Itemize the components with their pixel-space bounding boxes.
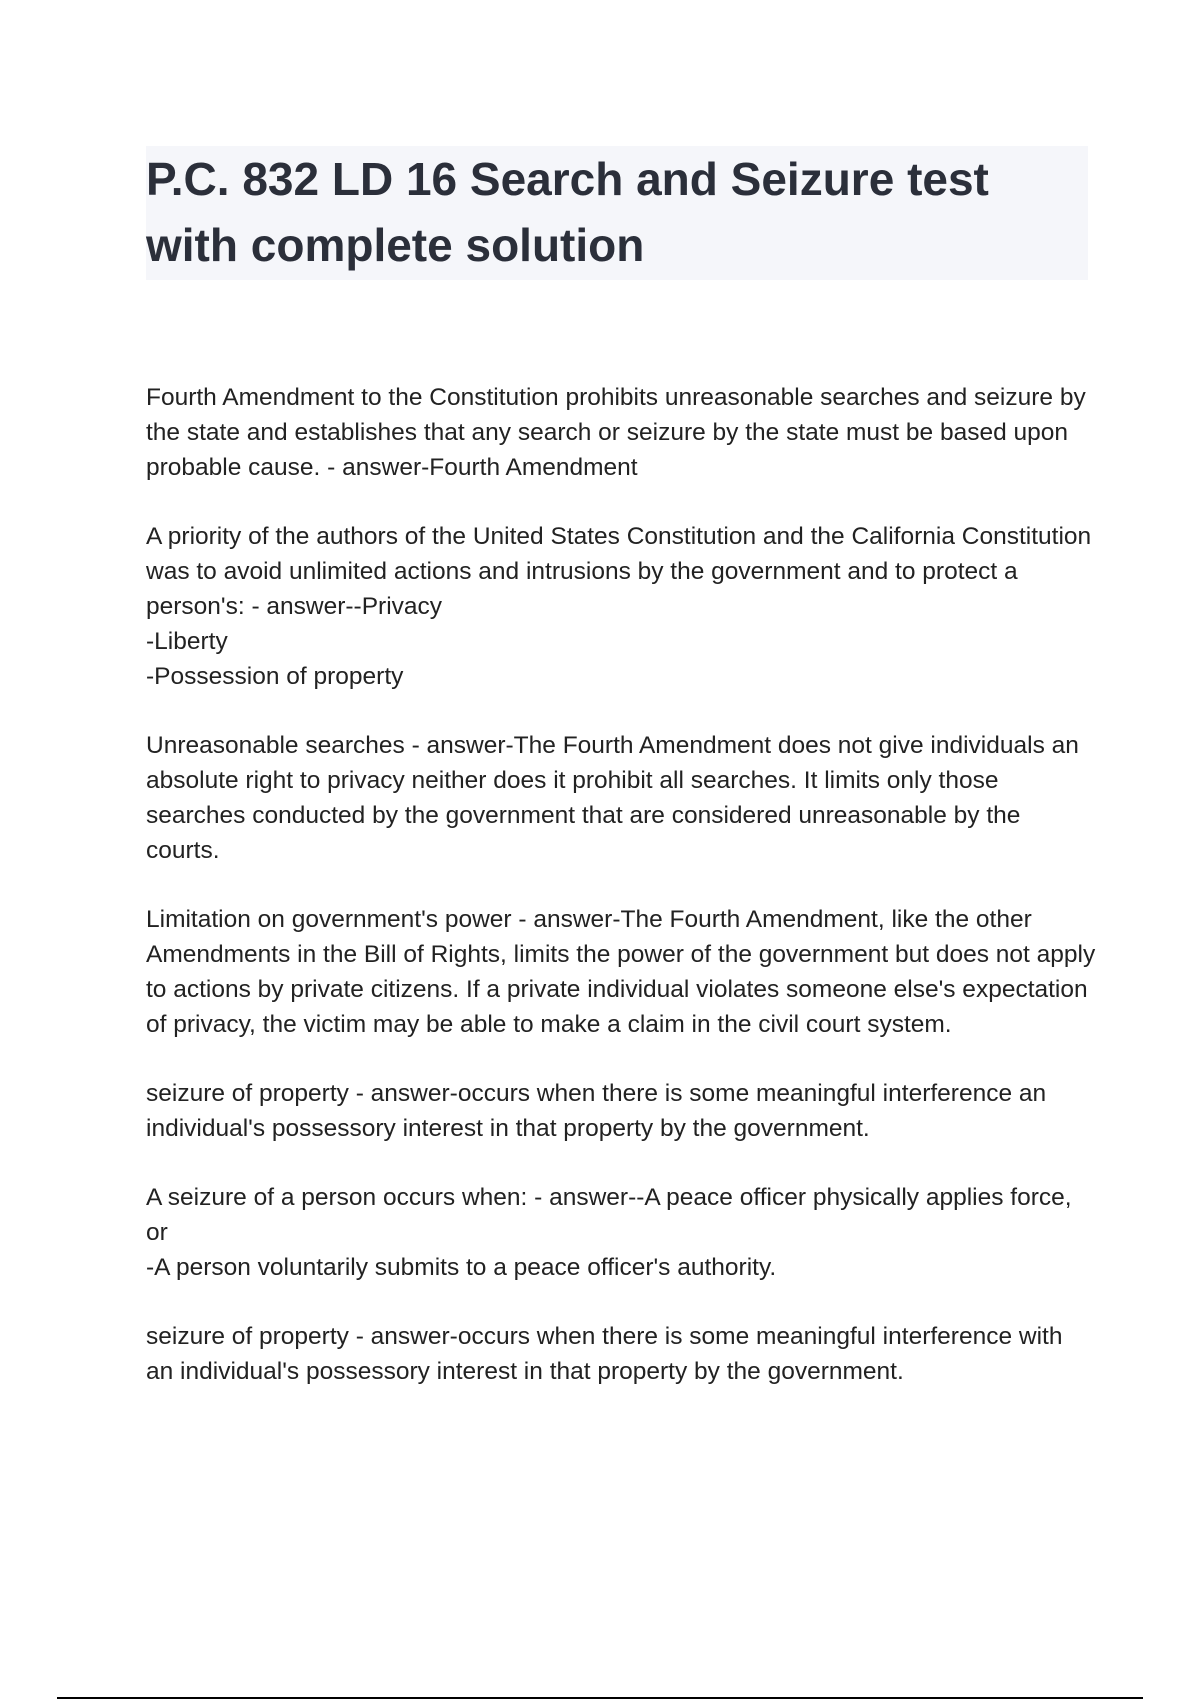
qa-entry: seizure of property - answer-occurs when there is some meaningful interference an individual's possessory interest in that property by the government. xyxy=(146,1080,1047,1142)
qa-list xyxy=(146,380,1096,1423)
footer-divider xyxy=(57,1697,1143,1699)
qa-entry: Fourth Amendment to the Constitution prohibits unreasonable searches and seizure by the state and establishes that any search or seizure by the state must be based upon probable cause. - answer-Fourth Amendment xyxy=(146,384,1086,481)
qa-entry: Limitation on government's power - answer-The Fourth Amendment, like the other Amendments in the Bill of Rights, limits the power of the government but does not apply to actions by private citizens. If a private individual violates someone else's expectation of privacy, the victim may be able to make a claim in the civil court system. xyxy=(146,906,1096,1038)
document-title: P.C. 832 LD 16 Search and Seizure test with complete solution xyxy=(146,153,989,271)
qa-entry: A priority of the authors of the United States Constitution and the California Constitution was to avoid unlimited actions and intrusions by the government and to protect a person's: - answer--Privacy -Liberty -Possession of property xyxy=(146,523,1092,690)
title-banner xyxy=(146,146,1088,280)
qa-entry: Unreasonable searches - answer-The Fourth Amendment does not give individuals an absolute right to privacy neither does it prohibit all searches. It limits only those searches conducted by the government that are considered unreasonable by the courts. xyxy=(146,732,1079,864)
qa-entry: seizure of property - answer-occurs when there is some meaningful interference with an individual's possessory interest in that property by the government. xyxy=(146,1323,1063,1385)
qa-entry: A seizure of a person occurs when: - answer--A peace officer physically applies force, or -A person voluntarily submits to a peace officer's authority. xyxy=(146,1184,1072,1281)
